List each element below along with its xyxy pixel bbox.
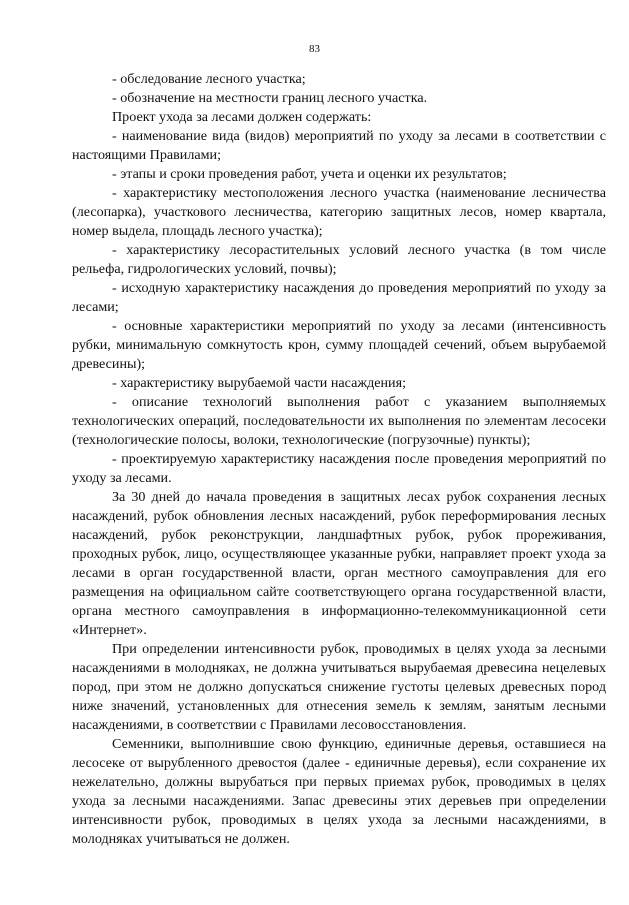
paragraph: За 30 дней до начала проведения в защитных лесах рубок сохранения лесных насаждений, рубок обновления лесных насаждений, рубок переформирования лесных насаждений, рубок реконструкции, ландшафтных рубок, рубок прореживания, проходных рубок, лицо, осуществляющее указанные рубки, направляет проект ухода за лесами в орган государственной власти, орган местного самоуправления для его размещения на официальном сайте соответствующего органа государственной власти, органа местного самоуправления в информационно-телекоммуникационной сети «Интернет».: [72, 489, 606, 638]
document-body: [72, 70, 606, 849]
paragraph: При определении интенсивности рубок, проводимых в целях ухода за лесными насаждениями в молодняках, не должна учитываться вырубаемая древесина нецелевых пород, при этом не должно допускаться снижение густоты целевых древесных пород ниже значений, установленных для отнесения земель к землям, занятым лесными насаждениями, в соответствии с Правилами лесовосстановления.: [72, 641, 606, 733]
paragraph: Проект ухода за лесами должен содержать:: [112, 109, 372, 125]
paragraph: - исходную характеристику насаждения до проведения мероприятий по уходу за лесами;: [72, 280, 606, 315]
paragraph: - описание технологий выполнения работ с указанием выполняемых технологических операций, последовательности их выполнения по элементам лесосеки (технологические полосы, волоки, технологические (погрузочные) пункты);: [72, 394, 606, 448]
paragraph: - характеристику вырубаемой части насаждения;: [112, 375, 406, 391]
paragraph: - основные характеристики мероприятий по уходу за лесами (интенсивность рубки, минимальную сомкнутость крон, сумму площадей сечений, объем вырубаемой древесины);: [72, 318, 606, 372]
paragraph: - обследование лесного участка;: [112, 71, 306, 87]
page-number: 83: [309, 43, 320, 55]
paragraph: - наименование вида (видов) мероприятий по уходу за лесами в соответствии с настоящими Правилами;: [72, 128, 606, 163]
paragraph: - обозначение на местности границ лесного участка.: [112, 90, 428, 106]
paragraph: - этапы и сроки проведения работ, учета и оценки их результатов;: [112, 166, 507, 182]
paragraph: - проектируемую характеристику насаждения после проведения мероприятий по уходу за лесами.: [72, 451, 606, 486]
paragraph: Семенники, выполнившие свою функцию, единичные деревья, оставшиеся на лесосеке от вырубленного древостоя (далее - единичные деревья), если сохранение их нежелательно, должны вырубаться при первых приемах рубок, проводимых в целях ухода за лесными насаждениями. Запас древесины этих деревьев при определении интенсивности рубок, проводимых в целях ухода за лесными насаждениями, в молодняках учитываться не должен.: [72, 736, 606, 847]
paragraph: - характеристику местоположения лесного участка (наименование лесничества (лесопарка), участкового лесничества, категорию защитных лесов, номер квартала, номер выдела, площадь лесного участка);: [72, 185, 606, 239]
paragraph: - характеристику лесорастительных условий лесного участка (в том числе рельефа, гидрологических условий, почвы);: [72, 242, 606, 277]
